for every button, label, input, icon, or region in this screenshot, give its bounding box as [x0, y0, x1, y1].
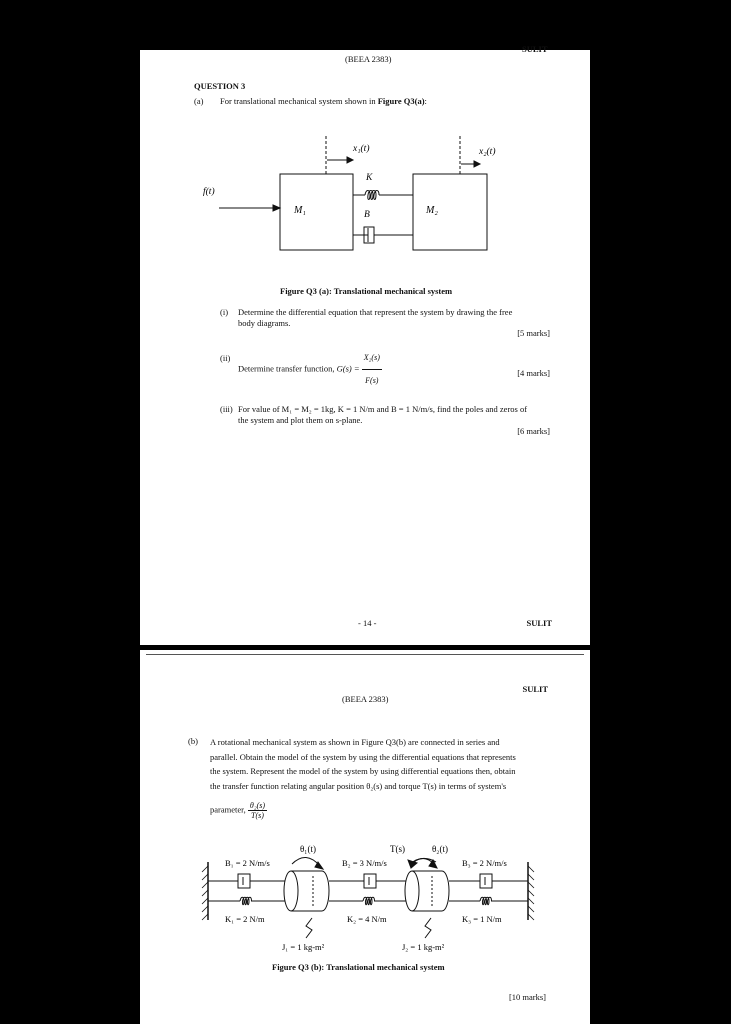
item-ii-text: Determine transfer function, G(s) = $\frac{\text{X₂(s)}}{F(s)}$	[238, 347, 382, 392]
j1-label: J₁ = 1 kg-m²	[282, 942, 325, 952]
part-b-line-3: the system. Represent the model of the system by using differential equations then, obtain	[210, 766, 516, 776]
part-b-line-1: A rotational mechanical system as shown in Figure Q3(b) are connected in series and	[210, 737, 500, 747]
item-ii-marks: [4 marks]	[517, 368, 550, 378]
item-iii-label: (iii)	[220, 404, 233, 414]
part-b-paragraph	[210, 735, 547, 793]
parameter-line: parameter, $\frac{\text{θ₂(s)}}{T(s)}$	[210, 801, 266, 820]
spring-k	[365, 191, 379, 200]
part-b-marks: [10 marks]	[508, 992, 546, 1002]
item-iii-line1: For value of M₁ = M₂ = 1kg, K = 1 N/m and B = 1 N/m/s, find the poles and zeros of	[238, 404, 528, 414]
k2-label: K₂ = 4 N/m	[347, 914, 387, 924]
mass-m2	[413, 174, 487, 250]
figure-caption-b: Figure Q3 (b): Translational mechanical system	[272, 962, 445, 972]
b1-label: B₁ = 2 N/m/s	[225, 858, 270, 868]
item-ii-label: (ii)	[220, 353, 231, 363]
course-code: (BEEA 2383)	[345, 54, 392, 64]
page-number: - 14 -	[358, 618, 377, 628]
mass-m1	[280, 174, 353, 250]
x2-label: x₂(t)	[479, 147, 496, 157]
exam-page-15	[140, 650, 590, 1024]
x1-label: x₁(t)	[353, 144, 370, 154]
translational-system-diagram	[140, 130, 590, 280]
b3-label: B₃ = 2 N/m/s	[462, 858, 507, 868]
b-label: B	[364, 210, 370, 220]
theta2-label: θ₂(t)	[432, 844, 448, 854]
item-iii-line2: the system and plot them on s-plane.	[238, 415, 363, 425]
part-b-line-2: parallel. Obtain the model of the system by using the differential equations that represents	[210, 751, 516, 762]
k1-label: K₁ = 2 N/m	[225, 914, 265, 924]
m1-label: M₁	[294, 205, 306, 216]
force-label: f(t)	[203, 187, 215, 197]
page-top-rule	[146, 654, 584, 655]
question-title: QUESTION 3	[194, 81, 246, 91]
part-b-label: (b)	[188, 736, 198, 746]
course-code: (BEEA 2383)	[342, 694, 389, 704]
m2-label: M₂	[426, 205, 438, 216]
exam-page-14	[140, 44, 590, 645]
item-i-line1: Determine the differential equation that represent the system by drawing the free	[238, 307, 513, 317]
torque-label: T(s)	[390, 844, 405, 854]
k3-label: K₃ = 1 N/m	[462, 914, 502, 924]
item-i-label: (i)	[220, 307, 229, 317]
b2-label: B₂ = 3 N/m/s	[342, 858, 387, 868]
part-b-line-4: the transfer function relating angular position θ₂(s) and torque T(s) in terms of system's	[210, 780, 507, 791]
header-mark: SULIT	[522, 684, 548, 694]
item-i-marks: [5 marks]	[517, 328, 550, 338]
k-label: K	[366, 173, 373, 183]
parameter-fraction: $\frac{\text{θ₂(s)}}{T(s)}$	[249, 801, 266, 820]
theta1-label: θ₁(t)	[300, 844, 316, 854]
item-i-line2: body diagrams.	[238, 318, 291, 328]
transfer-fraction: $\frac{\text{X₂(s)}}{F(s)}$	[362, 347, 382, 392]
figure-caption-a: Figure Q3 (a): Translational mechanical system	[280, 286, 453, 296]
footer-mark: SULIT	[526, 618, 552, 628]
item-iii-marks: [6 marks]	[517, 426, 550, 436]
part-a-label: (a)	[194, 96, 204, 106]
corner-mark: SULIT	[522, 44, 548, 54]
part-a-text: For translational mechanical system shown in Figure Q3(a):	[220, 96, 427, 106]
j2-label: J₂ = 1 kg-m²	[402, 942, 445, 952]
